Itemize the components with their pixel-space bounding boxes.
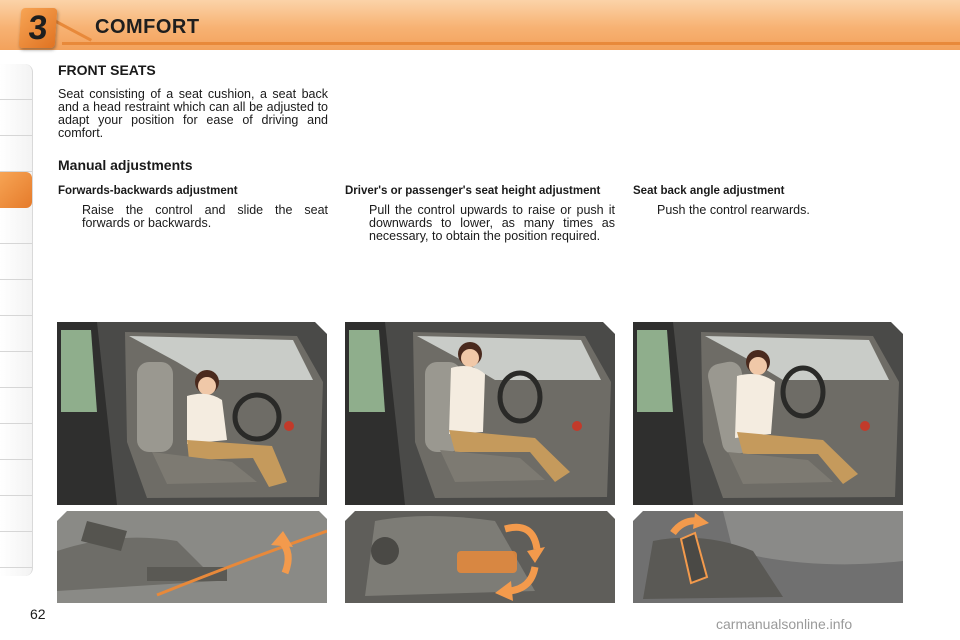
- chapter-tab-13[interactable]: [0, 496, 32, 532]
- chapter-tab-7[interactable]: [0, 280, 32, 316]
- forward-lever-closeup: [57, 511, 327, 603]
- column-title: Seat back angle adjustment: [633, 185, 785, 197]
- chapter-tab-10[interactable]: [0, 388, 32, 424]
- seat-height-illustration: [345, 322, 615, 505]
- chapter-tab-8[interactable]: [0, 316, 32, 352]
- seatback-lever-closeup: [633, 511, 903, 603]
- instruction-text: Push the control rearwards.: [657, 202, 810, 217]
- chapter-tab-3[interactable]: [0, 136, 32, 172]
- chapter-title: COMFORT: [95, 16, 200, 38]
- chapter-tab-14[interactable]: [0, 532, 32, 568]
- subsection-title: Manual adjustments: [58, 157, 193, 173]
- chapter-tab-strip: [0, 64, 33, 576]
- column-title: Driver's or passenger's seat height adjustment: [345, 185, 601, 197]
- instruction-step: [345, 204, 615, 243]
- chapter-tab-9[interactable]: [0, 352, 32, 388]
- seat-back-angle-illustration: [633, 322, 903, 505]
- chapter-tab-11[interactable]: [0, 424, 32, 460]
- chapter-tab-2[interactable]: [0, 100, 32, 136]
- header-rule: [62, 42, 960, 45]
- instruction-text: Raise the control and slide the seat forwards or backwards.: [82, 202, 328, 230]
- chapter-number-badge: 3: [19, 8, 58, 48]
- chapter-tab-4-active[interactable]: [0, 172, 32, 208]
- section-intro: Seat consisting of a seat cushion, a seat back and a head restraint which can all be adjusted to adapt your position for ease of driving and comfort.: [58, 87, 328, 140]
- chapter-tab-6[interactable]: [0, 244, 32, 280]
- instruction-text: Pull the control upwards to raise or push it downwards to lower, as many times as necessary, to obtain the position required.: [369, 202, 615, 243]
- column-forwards-backwards: [58, 185, 328, 230]
- instruction-step: [58, 204, 328, 230]
- chapter-tab-5[interactable]: [0, 208, 32, 244]
- page-number: 62: [30, 606, 46, 622]
- instruction-step: [633, 204, 903, 217]
- column-seat-back-angle: [633, 185, 903, 217]
- seat-forward-illustration: [57, 322, 327, 505]
- site-watermark: carmanualsonline.info: [716, 616, 853, 632]
- column-seat-height: [345, 185, 615, 243]
- section-title: FRONT SEATS: [58, 62, 156, 78]
- chapter-tab-1[interactable]: [0, 64, 32, 100]
- height-lever-closeup: [345, 511, 615, 603]
- column-title: Forwards-backwards adjustment: [58, 185, 238, 197]
- chapter-tab-12[interactable]: [0, 460, 32, 496]
